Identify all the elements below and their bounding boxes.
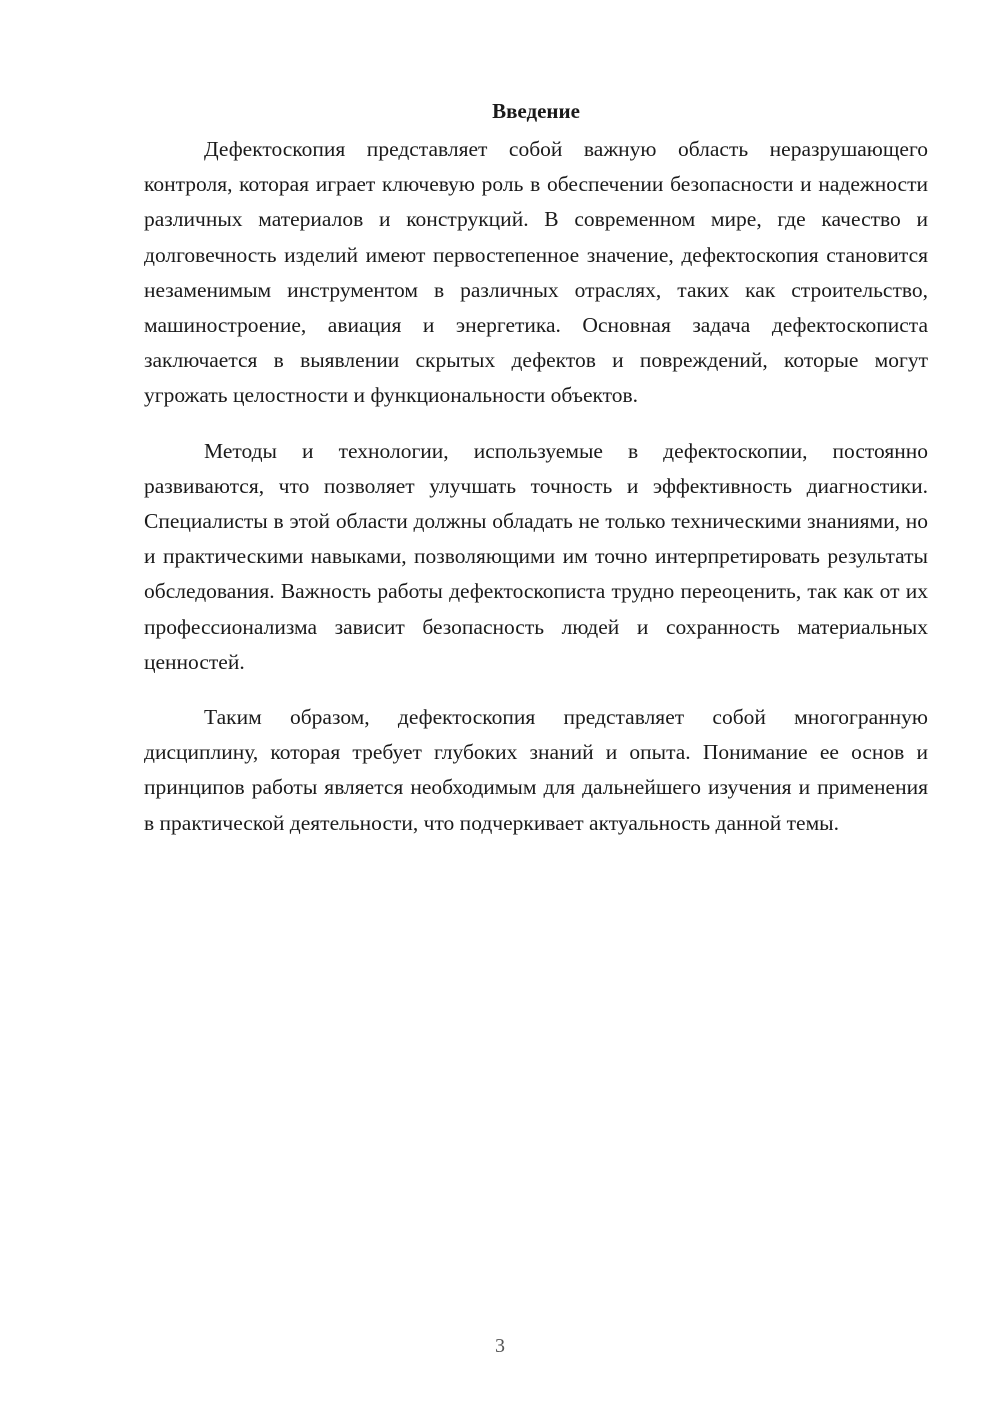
paragraph-2: Методы и технологии, используемые в дефектоскопии, постоянно развиваются, что позволяет улучшать точность и эффективность диагностики. Специалисты в этой области должны обладать не только техническими знаниями, но и практическими навыками, позволяющими им точно интерпретировать результаты обследования. Важность работы дефектоскописта трудно переоценить, так как от их профессионализма зависит безопасность людей и сохранность материальных ценностей. — [144, 438, 928, 674]
page-number: 3 — [495, 1335, 505, 1357]
paragraph-3: Таким образом, дефектоскопия представляет собой многогранную дисциплину, которая требует глубоких знаний и опыта. Понимание ее основ и принципов работы является необходимым для дальнейшего изучения и применения в практической деятельности, что подчеркивает актуальность данной темы. — [144, 705, 928, 835]
section-heading: Введение — [492, 99, 580, 123]
page-content — [144, 96, 928, 861]
paragraph-1: Дефектоскопия представляет собой важную область неразрушающего контроля, которая играет ключевую роль в обеспечении безопасности и надежности различных материалов и конструкций. В современном мире, где качество и долговечность изделий имеют первостепенное значение, дефектоскопия становится незаменимым инструментом в различных отраслях, таких как строительство, машиностроение, авиация и энергетика. Основная задача дефектоскописта заключается в выявлении скрытых дефектов и повреждений, которые могут угрожать целостности и функциональности объектов. — [144, 137, 928, 408]
